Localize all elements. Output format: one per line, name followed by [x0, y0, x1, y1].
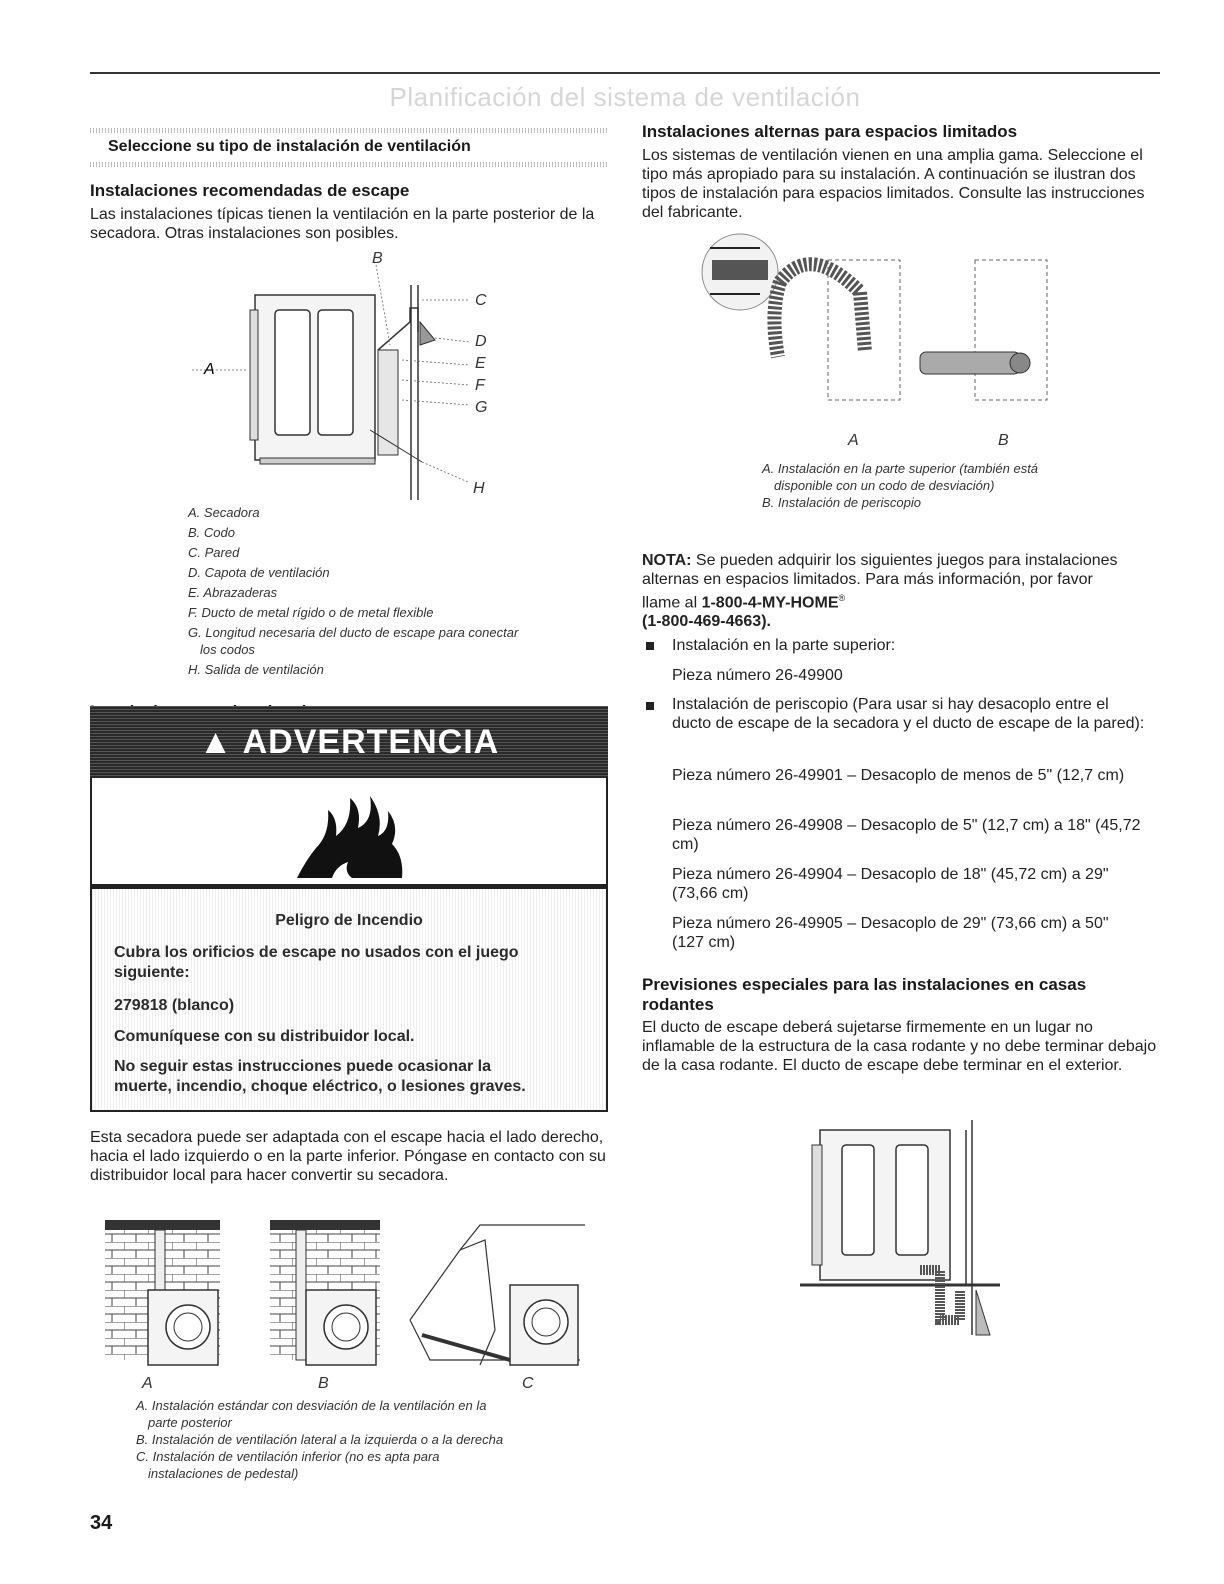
bullet-top-install: Instalación en la parte superior: — [672, 637, 896, 654]
section-title: Seleccione su tipo de instalación de ventilación — [108, 138, 471, 155]
mobile-heading: Previsiones especiales para las instalaciones en casas rodantes — [642, 975, 1087, 1014]
warning-line4 — [114, 1057, 604, 1097]
option-label-c: C — [522, 1375, 534, 1390]
note-label: NOTA: — [642, 552, 692, 569]
recommended-text: Las instalaciones típicas tienen la ventilación en la parte posterior de la secadora. Otras instalaciones son posibles. — [90, 206, 595, 242]
note-phone-numeric: (1-800-469-4663). — [642, 613, 771, 631]
bullet-icon — [646, 642, 654, 650]
legend-item: disponible con un codo de desviación) — [774, 478, 995, 493]
alt-label-b: B — [998, 432, 1009, 449]
alt-legend — [762, 460, 1142, 511]
warning-line1-a: Cubra los orificios de escape no usados con el juego — [114, 944, 519, 961]
page-number: 34 — [90, 1512, 113, 1534]
part-item: Pieza número 26-49904 – Desacoplo de 18" (45,72 cm) a 29" (73,66 cm) — [672, 866, 1109, 902]
legend-item: D. Capota de ventilación — [188, 565, 330, 580]
part-item: Pieza número 26-49908 – Desacoplo de 5" (12,7 cm) a 18" (45,72 cm) — [672, 817, 1141, 853]
legend-item: A. Instalación en la parte superior (también está — [762, 461, 1039, 476]
legend-item: H. Salida de ventilación — [188, 662, 324, 677]
legend-item: F. Ducto de metal rígido o de metal flexible — [188, 605, 434, 620]
fire-symbol-panel — [90, 778, 608, 886]
fire-icon — [292, 786, 412, 881]
warning-line4-b: muerte, incendio, choque eléctrico, o lesiones graves. — [114, 1078, 526, 1095]
legend-item: G. Longitud necesaria del ducto de escape para conectar — [188, 625, 519, 640]
warning-line1 — [114, 943, 594, 983]
option-label-a: A — [142, 1375, 153, 1390]
warning-line3: Comuníquese con su distribuidor local. — [114, 1028, 415, 1045]
warning-line4-a: No seguir estas instrucciones puede ocasionar la — [114, 1058, 492, 1075]
bullet-periscope: Instalación de periscopio (Para usar si hay desacoplo entre el ducto de escape de la secadora y el ducto de escape de la pared): — [672, 696, 1145, 732]
legend-item: los codos — [200, 642, 255, 657]
section-rule-top — [90, 128, 608, 133]
recommended-heading: Instalaciones recomendadas de escape — [90, 181, 410, 200]
fig-label-c: C — [475, 292, 487, 309]
legend-item: instalaciones de pedestal) — [148, 1466, 299, 1481]
rear-vent-diagram — [190, 250, 510, 500]
legend-item: E. Abrazaderas — [188, 585, 278, 600]
page-title: Planificación del sistema de ventilación — [389, 82, 861, 112]
alt-heading: Instalaciones alternas para espacios limitados — [642, 122, 1018, 141]
note-paragraph — [642, 551, 1132, 631]
fig-label-e: E — [475, 355, 486, 372]
vent-options-diagram — [100, 1210, 610, 1390]
warning-title: ADVERTENCIA — [242, 723, 500, 761]
part-item: Pieza número 26-49901 – Desacoplo de menos de 5" (12,7 cm) — [672, 767, 1125, 784]
legend-item: B. Instalación de periscopio — [762, 495, 921, 510]
alt-text: Los sistemas de ventilación vienen en una amplia gama. Seleccione el tipo más apropiado para su instalación. A continuación se ilustran dos tipos de instalación para espacios limitados. Consulte las instrucciones del fabricante. — [642, 147, 1145, 221]
fig-label-h: H — [473, 480, 485, 497]
warning-triangle-icon: ▲ — [198, 723, 234, 761]
part-item: Pieza número 26-49905 – Desacoplo de 29" (73,66 cm) a 50" (127 cm) — [672, 915, 1109, 951]
section-rule-bottom — [90, 162, 608, 167]
legend-item: B. Codo — [188, 525, 235, 540]
legend-item: C. Instalación de ventilación inferior (no es apta para — [136, 1449, 440, 1464]
fig-label-f: F — [475, 377, 485, 394]
warning-hazard: Peligro de Incendio — [275, 912, 423, 929]
limited-space-diagram — [700, 232, 1060, 452]
fig-label-a: A — [204, 361, 215, 378]
warning-header — [90, 706, 608, 778]
note-phone: 1-800-4-MY-HOME — [701, 594, 839, 612]
note-registered: ® — [838, 593, 846, 603]
legend-item: B. Instalación de ventilación lateral a la izquierda o a la derecha — [136, 1432, 504, 1447]
warning-content — [90, 886, 608, 1112]
options-legend — [136, 1397, 616, 1482]
bullet-icon — [646, 702, 654, 710]
option-label-b: B — [318, 1375, 329, 1390]
recommended-legend — [188, 504, 618, 678]
top-install-part: Pieza número 26-49900 — [672, 667, 843, 684]
warning-line1-b: siguiente: — [114, 964, 190, 981]
alt-label-a: A — [848, 432, 859, 449]
legend-item: parte posterior — [148, 1415, 232, 1430]
legend-item: C. Pared — [188, 545, 240, 560]
legend-item: A. Instalación estándar con desviación de la ventilación en la — [136, 1398, 487, 1413]
warning-line2: 279818 (blanco) — [114, 997, 235, 1014]
note-text: Se pueden adquirir los siguientes juegos para instalaciones alternas en espacios limitados. Para más información, por favor llame al — [642, 552, 1118, 612]
fig-label-b: B — [372, 250, 383, 267]
header-rule — [90, 72, 1160, 74]
legend-item: A. Secadora — [188, 505, 260, 520]
conversion-text: Esta secadora puede ser adaptada con el escape hacia el lado derecho, hacia el lado izquierdo o en la parte inferior. Póngase en contacto con su distribuidor local para hacer convertir su secadora. — [90, 1129, 606, 1184]
mobile-text: El ducto de escape deberá sujetarse firmemente en un lugar no inflamable de la estructura de la casa rodante y no debe terminar debajo de la casa rodante. El ducto de escape debe terminar en el exterior. — [642, 1019, 1157, 1074]
warning-box — [90, 706, 608, 1112]
fig-label-d: D — [475, 333, 487, 350]
fig-label-g: G — [475, 399, 488, 416]
mobile-home-diagram — [800, 1120, 1010, 1340]
